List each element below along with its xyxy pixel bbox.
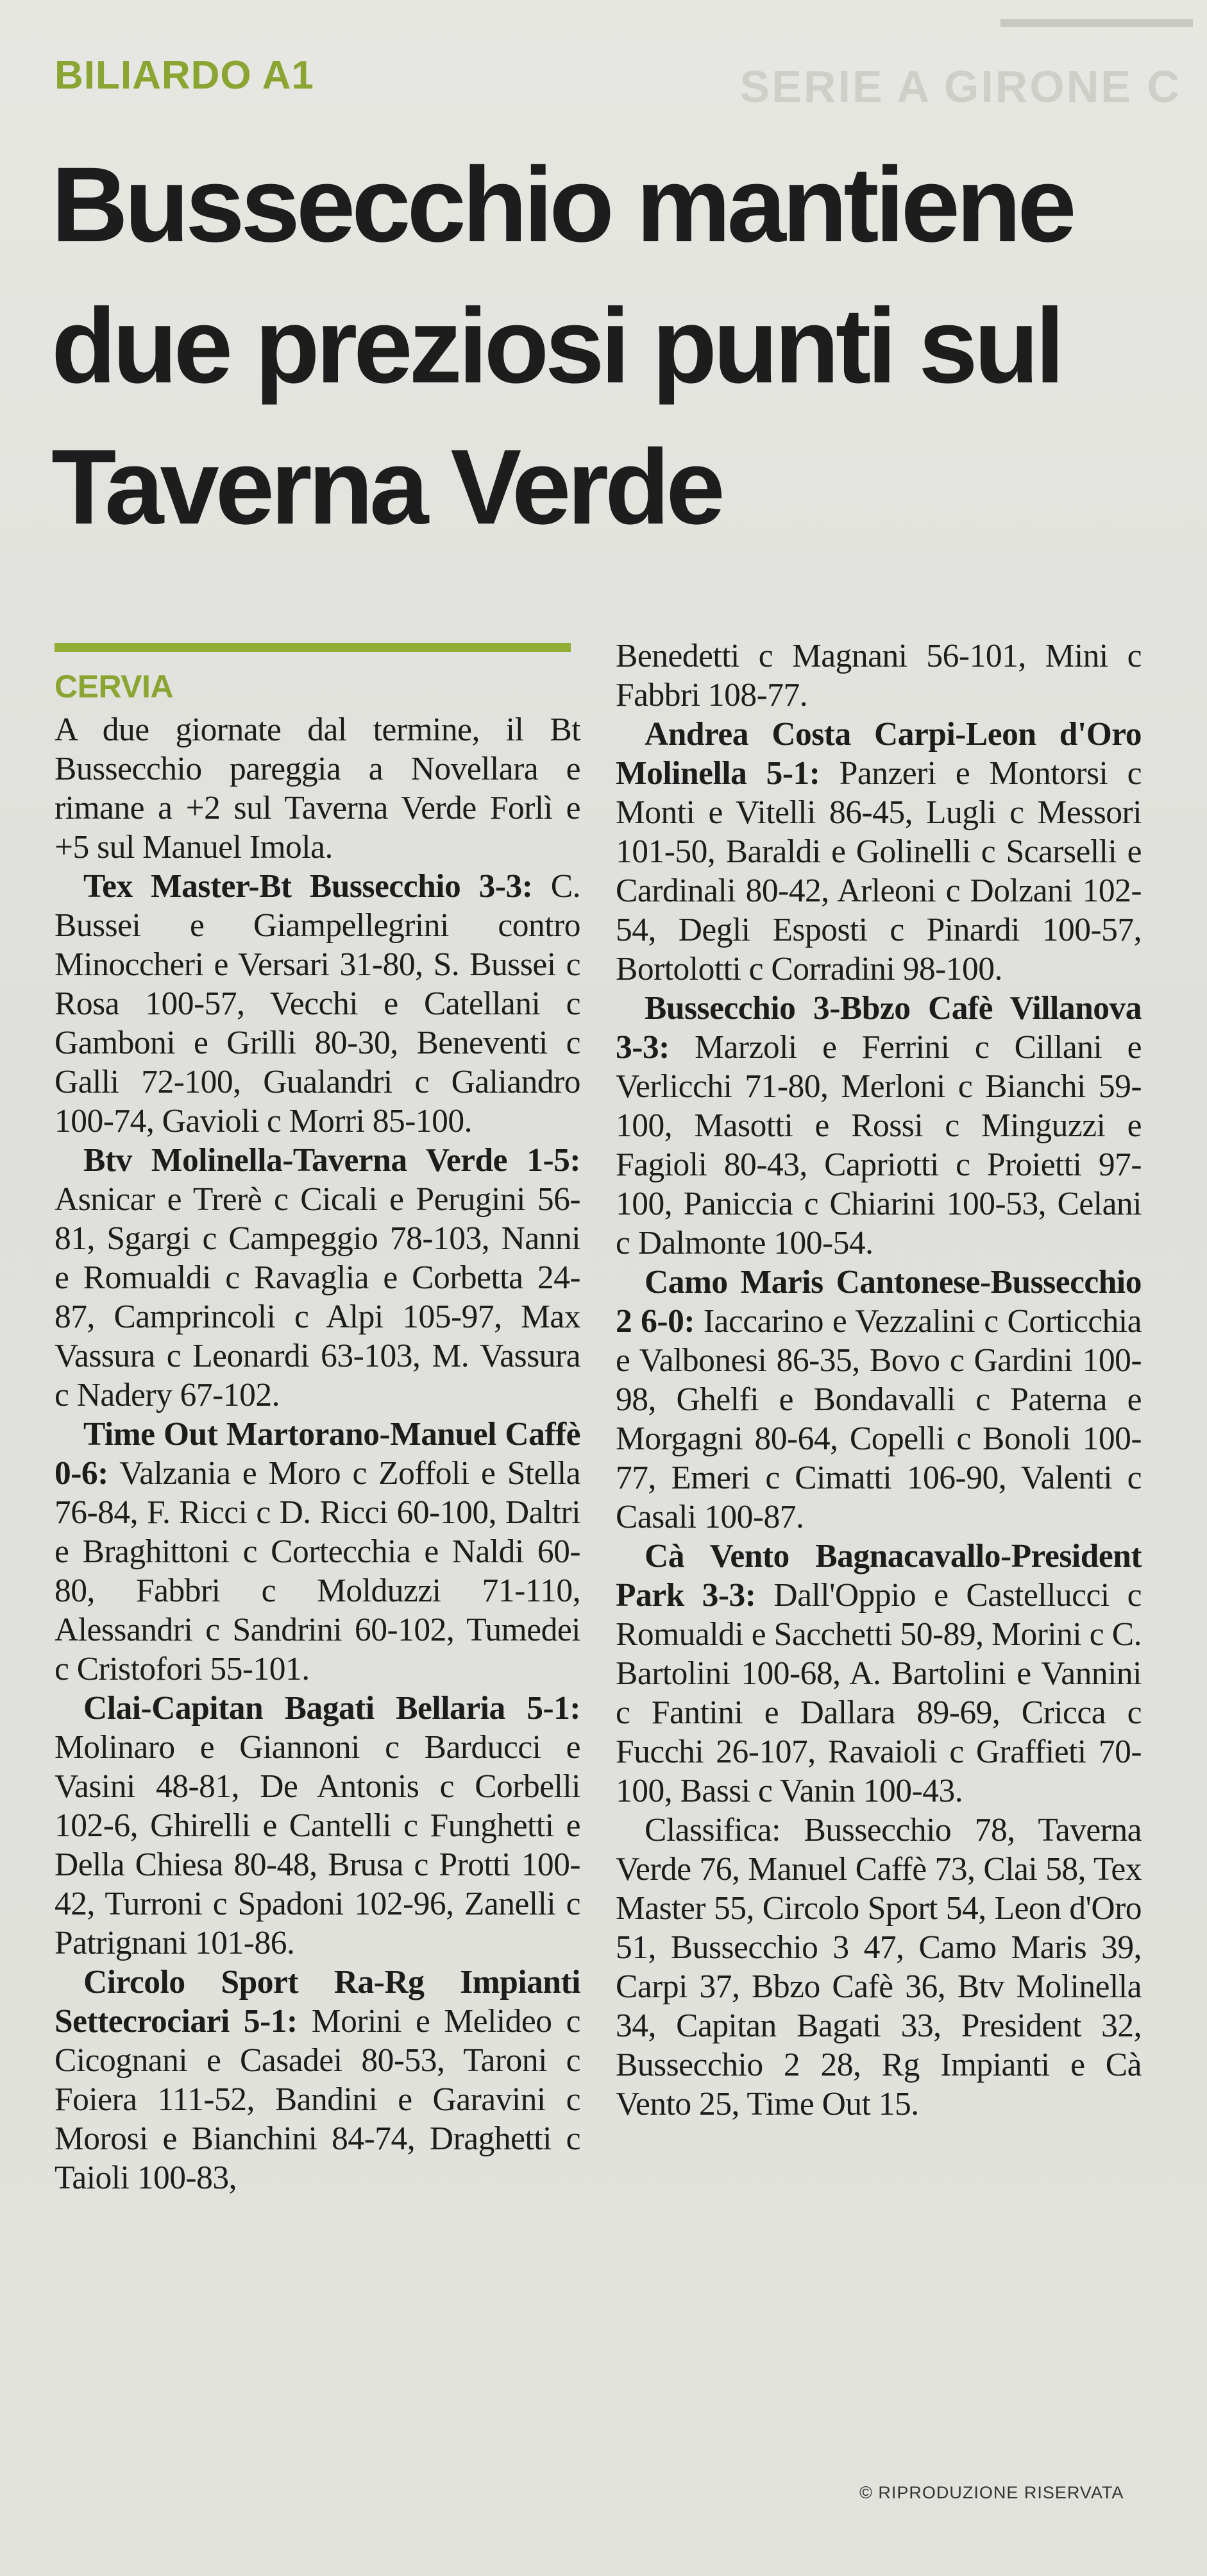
match-paragraph	[55, 1141, 580, 1415]
match-title: Circolo Sport Ra-Rg Impianti Settecrociari 5-1:	[55, 1964, 580, 2040]
intro-paragraph: A due giornate dal termine, il Bt Bussecchio pareggia a Novellara e rimane a +2 sul Taverna Verde Forlì e +5 sul Manuel Imola.	[55, 712, 580, 866]
match-text: Molinaro e Giannoni c Barducci e Vasini 48-81, De Antonis c Corbelli 102-6, Ghirelli e Cantelli c Funghetti e Della Chiesa 80-48, Brusa c Protti 100-42, Turroni c Spadoni 102-96, Zanelli c Patrignani 101-86.	[55, 1729, 580, 1961]
match-text: Marzoli e Ferrini c Cillani e Verlicchi 71-80, Merloni c Bianchi 59-100, Masotti e Rossi c Minguzzi e Fagioli 80-43, Capriotti c Proietti 97-100, Paniccia c Chiarini 100-53, Celani c Dalmonte 100-54.	[616, 1029, 1142, 1261]
column-right	[616, 636, 1142, 2124]
section-label: BILIARDO A1	[55, 53, 314, 98]
match-title: Tex Master-Bt Bussecchio 3-3:	[83, 868, 533, 905]
match-paragraph	[55, 1689, 580, 1963]
ghost-bar	[1000, 19, 1193, 27]
match-paragraph	[616, 1537, 1142, 1811]
match-text: Panzeri e Montorsi c Monti e Vitelli 86-45, Lugli c Messori 101-50, Baraldi e Golinelli c Scarselli e Cardinali 80-42, Arleoni c Dolzani 102-54, Degli Esposti c Pinardi 100-57, Bortolotti c Corradini 98-100.	[616, 755, 1142, 987]
match-title: Cà Vento Bagnacavallo-President Park 3-3:	[616, 1538, 1142, 1614]
match-text: Morini e Melideo c Cicognani e Casadei 80-53, Taroni c Foiera 111-52, Bandini e Garavini c Morosi e Bianchini 84-74, Draghetti c Taioli 100-83,	[55, 2003, 580, 2196]
match-text: Valzania e Moro c Zoffoli e Stella 76-84, F. Ricci c D. Ricci 60-100, Daltri e Braghittoni c Cortecchia e Naldi 60-80, Fabbri c Molduzzi 71-110, Alessandri c Sandrini 60-102, Tumedei c Cristofori 55-101.	[55, 1455, 580, 1687]
match-text: Iaccarino e Vezzalini c Corticchia e Valbonesi 86-35, Bovo c Gardini 100-98, Ghelfi e Bondavalli c Paterna e Morgagni 80-64, Copelli c Bonoli 100-77, Emeri c Cimatti 106-90, Valenti c Casali 100-87.	[616, 1303, 1142, 1535]
headline: Bussecchio mantiene due preziosi punti sul Taverna Verde	[51, 146, 1073, 547]
match-title: Andrea Costa Carpi-Leon d'Oro Molinella 5-1:	[616, 716, 1142, 792]
match-title: Clai-Capitan Bagati Bellaria 5-1:	[83, 1690, 580, 1727]
match-text: Asnicar e Trerè c Cicali e Perugini 56-81, Sgargi c Campeggio 78-103, Nanni e Romualdi c Ravaglia e Corbetta 24-87, Camprincoli c Alpi 105-97, Max Vassura c Leonardi 63-103, M. Vassura c Nadery 67-102.	[55, 1181, 580, 1413]
green-rule	[55, 643, 571, 652]
match-paragraph	[616, 1263, 1142, 1537]
city-label: CERVIA	[55, 669, 174, 704]
ghost-header: SERIE A GIRONE C	[739, 62, 1181, 112]
standings-paragraph: Classifica: Bussecchio 78, Taverna Verde 76, Manuel Caffè 73, Clai 58, Tex Master 55, Circolo Sport 54, Leon d'Oro 51, Bussecchio 3 47, Camo Maris 39, Carpi 37, Bbzo Cafè 36, Btv Molinella 34, Capitan Bagati 33, President 32, Bussecchio 2 28, Rg Impianti e Cà Vento 25, Time Out 15.	[616, 1812, 1142, 2122]
match-paragraph	[55, 1963, 580, 2197]
match-text: C. Bussei e Giampellegrini contro Minoccheri e Versari 31-80, S. Bussei c Rosa 100-57, Vecchi e Catellani c Gamboni e Grilli 80-30, Beneventi c Galli 72-100, Gualandri c Galiandro 100-74, Gavioli c Morri 85-100.	[55, 868, 580, 1139]
match-text: Dall'Oppio e Castellucci c Romualdi e Sacchetti 50-89, Morini c C. Bartolini 100-68, A. Bartolini e Vannini c Fantini e Dallara 89-69, Cricca c Fucchi 26-107, Ravaioli c Graffieti 70-100, Bassi c Vanin 100-43.	[616, 1577, 1142, 1809]
match-title: Bussecchio 3-Bbzo Cafè Villanova 3-3:	[616, 990, 1142, 1066]
match-title: Btv Molinella-Taverna Verde 1-5:	[83, 1142, 580, 1179]
match-paragraph	[616, 715, 1142, 989]
match-paragraph	[55, 1415, 580, 1689]
match-title: Time Out Martorano-Manuel Caffè 0-6:	[55, 1416, 580, 1492]
match-paragraph	[55, 867, 580, 1141]
continued-paragraph: Benedetti c Magnani 56-101, Mini c Fabbri 108-77.	[616, 638, 1142, 713]
copyright-credit: © RIPRODUZIONE RISERVATA	[859, 2483, 1124, 2502]
match-paragraph	[616, 989, 1142, 1263]
match-title: Camo Maris Cantonese-Bussecchio 2 6-0:	[616, 1264, 1142, 1340]
column-left	[55, 667, 580, 2197]
